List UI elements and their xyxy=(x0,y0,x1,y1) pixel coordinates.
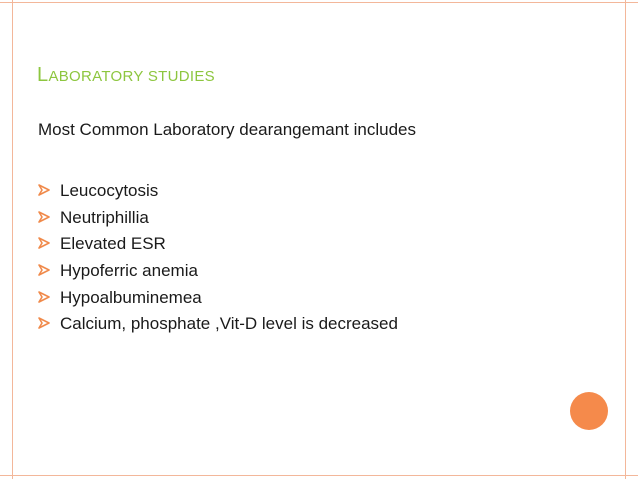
intro-text: Most Common Laboratory dearangemant includes xyxy=(38,120,416,139)
list-item xyxy=(38,205,398,232)
bullet-icon xyxy=(38,211,52,225)
title-initial: L xyxy=(37,64,49,86)
bullet-icon xyxy=(38,291,52,305)
bullet-icon xyxy=(38,317,52,331)
bullet-icon xyxy=(38,264,52,278)
bullet-list xyxy=(38,178,398,338)
bullet-text: Hypoalbuminemea xyxy=(60,287,202,307)
list-item xyxy=(38,231,398,258)
bullet-text: Leucocytosis xyxy=(60,181,159,201)
list-item xyxy=(38,178,398,205)
left-border-line xyxy=(12,0,13,479)
right-border-line xyxy=(625,0,626,479)
list-item xyxy=(38,258,398,285)
slide-title xyxy=(37,64,215,87)
list-item xyxy=(38,284,398,311)
bottom-border-line xyxy=(0,475,638,476)
bullet-icon xyxy=(38,184,52,198)
bullet-text: Neutriphillia xyxy=(60,207,149,227)
decorative-circle xyxy=(570,392,608,430)
list-item xyxy=(38,311,398,338)
bullet-text: Elevated ESR xyxy=(60,234,166,254)
bullet-text: Hypoferric anemia xyxy=(60,261,198,281)
bullet-icon xyxy=(38,237,52,251)
bullet-text: Calcium, phosphate ,Vit-D level is decreased xyxy=(60,314,398,334)
title-rest: ABORATORY STUDIES xyxy=(48,68,215,85)
top-border-line xyxy=(0,2,638,3)
